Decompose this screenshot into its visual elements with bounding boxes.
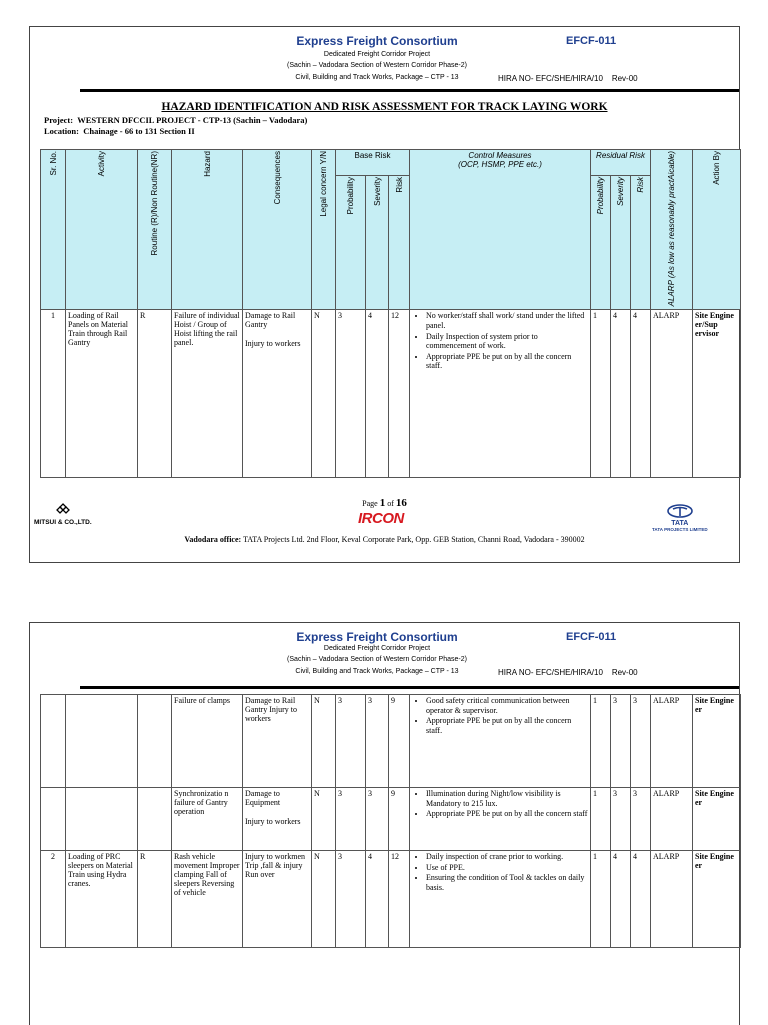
page-header (30, 623, 739, 693)
page-number: Page 1 of 16 (362, 497, 407, 509)
cell-base-probability: 3 (336, 851, 366, 948)
col-residual-risk: Residual Risk (591, 150, 651, 176)
cell-action-by: Site Engine er/Sup ervisor (693, 310, 741, 478)
col-base-probability: Probability (336, 175, 366, 309)
header-line-1: Dedicated Freight Corridor Project (323, 645, 431, 652)
header-divider (80, 686, 739, 689)
cell-res-severity: 3 (611, 788, 631, 851)
cell-routine: R (138, 310, 172, 478)
cell-control-measures: • No worker/staff shall work/ stand under the lifted panel. • Daily Inspection of system prior to commencement of work. • Appropriate PPE be put on by all the concern staff. (410, 310, 591, 478)
hira-table-page-1 (40, 149, 741, 478)
cell-activity (66, 695, 138, 788)
page-header (30, 27, 739, 97)
hira-number: HIRA NO- EFC/SHE/HIRA/10 Rev-00 (498, 668, 638, 677)
col-hazard: Hazard (172, 150, 243, 310)
cell-base-severity: 3 (366, 695, 389, 788)
col-routine: Routine (R)/Non Routine(NR) (138, 150, 172, 310)
cell-hazard: Synchronizatio n failure of Gantry operation (172, 788, 243, 851)
cell-base-probability: 3 (336, 310, 366, 478)
col-res-severity: Severity (611, 175, 631, 309)
cell-base-severity: 3 (366, 788, 389, 851)
cell-res-probability: 1 (591, 851, 611, 948)
col-base-severity: Severity (366, 175, 389, 309)
mitsui-logo: MITSUI & CO.,LTD. (34, 503, 92, 526)
cell-sr: 1 (41, 310, 66, 478)
cell-consequences: Damage to Rail Gantry Injury to workers (243, 310, 312, 478)
company-name: Express Freight Consortium (296, 34, 458, 48)
document-page-1 (29, 26, 740, 563)
cell-base-risk: 9 (389, 788, 410, 851)
cell-activity: Loading of PRC sleepers on Material Train using Hydra cranes. (66, 851, 138, 948)
cell-res-risk: 4 (631, 310, 651, 478)
tata-emblem-icon (667, 504, 693, 518)
cell-action-by: Site Engine er (693, 695, 741, 788)
cell-base-risk: 9 (389, 695, 410, 788)
cell-control-measures: • Good safety critical communication between operator & supervisor. • Appropriate PPE be put on by all the concern staff. (410, 695, 591, 788)
hira-number: HIRA NO- EFC/SHE/HIRA/10 Rev-00 (498, 74, 638, 83)
cell-alarp: ALARP (651, 788, 693, 851)
cell-consequences: Damage to Equipment Injury to workers (243, 788, 312, 851)
cell-res-risk: 3 (631, 788, 651, 851)
cell-activity: Loading of Rail Panels on Material Train through Rail Gantry (66, 310, 138, 478)
project-line: Project: WESTERN DFCCIL PROJECT - CTP-13 (Sachin – Vadodara) (44, 115, 308, 125)
col-activity: Activity (66, 150, 138, 310)
cell-base-risk: 12 (389, 310, 410, 478)
cell-routine (138, 695, 172, 788)
cell-base-probability: 3 (336, 695, 366, 788)
col-consequences: Consequences (243, 150, 312, 310)
table-row (41, 851, 741, 948)
table-row (41, 788, 741, 851)
header-line-2: (Sachin – Vadodara Section of Western Corridor Phase-2) (287, 656, 467, 663)
cell-legal: N (312, 788, 336, 851)
document-title: HAZARD IDENTIFICATION AND RISK ASSESSMENT FOR TRACK LAYING WORK (161, 101, 608, 113)
cell-routine (138, 788, 172, 851)
cell-hazard: Rash vehicle movement Improper clamping Fall of sleepers Reversing of vehicle (172, 851, 243, 948)
cell-sr (41, 788, 66, 851)
cell-res-probability: 1 (591, 788, 611, 851)
document-number: EFCF-011 (566, 631, 617, 643)
cell-alarp: ALARP (651, 310, 693, 478)
cell-legal: N (312, 695, 336, 788)
cell-base-risk: 12 (389, 851, 410, 948)
cell-consequences: Damage to Rail Gantry Injury to workers (243, 695, 312, 788)
col-action-by: Action By (693, 150, 741, 310)
cell-activity (66, 788, 138, 851)
cell-action-by: Site Engine er (693, 851, 741, 948)
col-base-risk-value: Risk (389, 175, 410, 309)
table-row (41, 695, 741, 788)
ircon-logo: IRCON (358, 510, 404, 527)
col-sr-no: Sr. No. (41, 150, 66, 310)
document-page-2 (29, 622, 740, 1025)
header-line-3: Civil, Building and Track Works, Package – CTP - 13 (295, 74, 459, 81)
cell-hazard: Failure of clamps (172, 695, 243, 788)
tata-logo: TATA TATA PROJECTS LIMITED (652, 504, 708, 532)
location-line: Location: Chainage - 66 to 131 Section II (44, 126, 195, 136)
cell-res-risk: 4 (631, 851, 651, 948)
col-control-measures: Control Measures (OCP, HSMP, PPE etc.) (410, 150, 591, 310)
cell-sr (41, 695, 66, 788)
cell-res-risk: 3 (631, 695, 651, 788)
cell-consequences: Injury to workmen Trip ,fall & injury Run over (243, 851, 312, 948)
cell-res-severity: 4 (611, 310, 631, 478)
cell-base-severity: 4 (366, 310, 389, 478)
col-base-risk: Base Risk (336, 150, 410, 176)
office-address: Vadodara office: TATA Projects Ltd. 2nd Floor, Keval Corporate Park, Opp. GEB Station, Channi Road, Vadodara - 390002 (184, 535, 585, 544)
col-res-risk: Risk (631, 175, 651, 309)
cell-legal: N (312, 310, 336, 478)
header-line-3: Civil, Building and Track Works, Package – CTP - 13 (295, 668, 459, 675)
cell-res-probability: 1 (591, 310, 611, 478)
company-name: Express Freight Consortium (296, 630, 458, 644)
cell-routine: R (138, 851, 172, 948)
cell-control-measures: • Illumination during Night/low visibility is Mandatory to 215 lux. • Appropriate PPE be put on by all the concern staff (410, 788, 591, 851)
cell-res-severity: 4 (611, 851, 631, 948)
cell-legal: N (312, 851, 336, 948)
cell-hazard: Failure of individual Hoist / Group of Hoist lifting the rail panel. (172, 310, 243, 478)
header-line-1: Dedicated Freight Corridor Project (323, 51, 431, 58)
header-line-2: (Sachin – Vadodara Section of Western Corridor Phase-2) (287, 62, 467, 69)
table-row (41, 310, 741, 478)
cell-base-probability: 3 (336, 788, 366, 851)
hira-table-page-2 (40, 694, 741, 948)
cell-res-probability: 1 (591, 695, 611, 788)
col-res-probability: Probability (591, 175, 611, 309)
cell-action-by: Site Engine er (693, 788, 741, 851)
cell-sr: 2 (41, 851, 66, 948)
col-alarp: ALARP (As low as reasonably practAicable) (651, 150, 693, 310)
cell-base-severity: 4 (366, 851, 389, 948)
header-divider (80, 89, 739, 92)
cell-control-measures: • Daily inspection of crane prior to working. • Use of PPE. • Ensuring the condition of Tool & tackles on daily basis. (410, 851, 591, 948)
cell-alarp: ALARP (651, 851, 693, 948)
cell-res-severity: 3 (611, 695, 631, 788)
cell-alarp: ALARP (651, 695, 693, 788)
col-legal: Legal concern Y/N (312, 150, 336, 310)
document-number: EFCF-011 (566, 35, 617, 47)
